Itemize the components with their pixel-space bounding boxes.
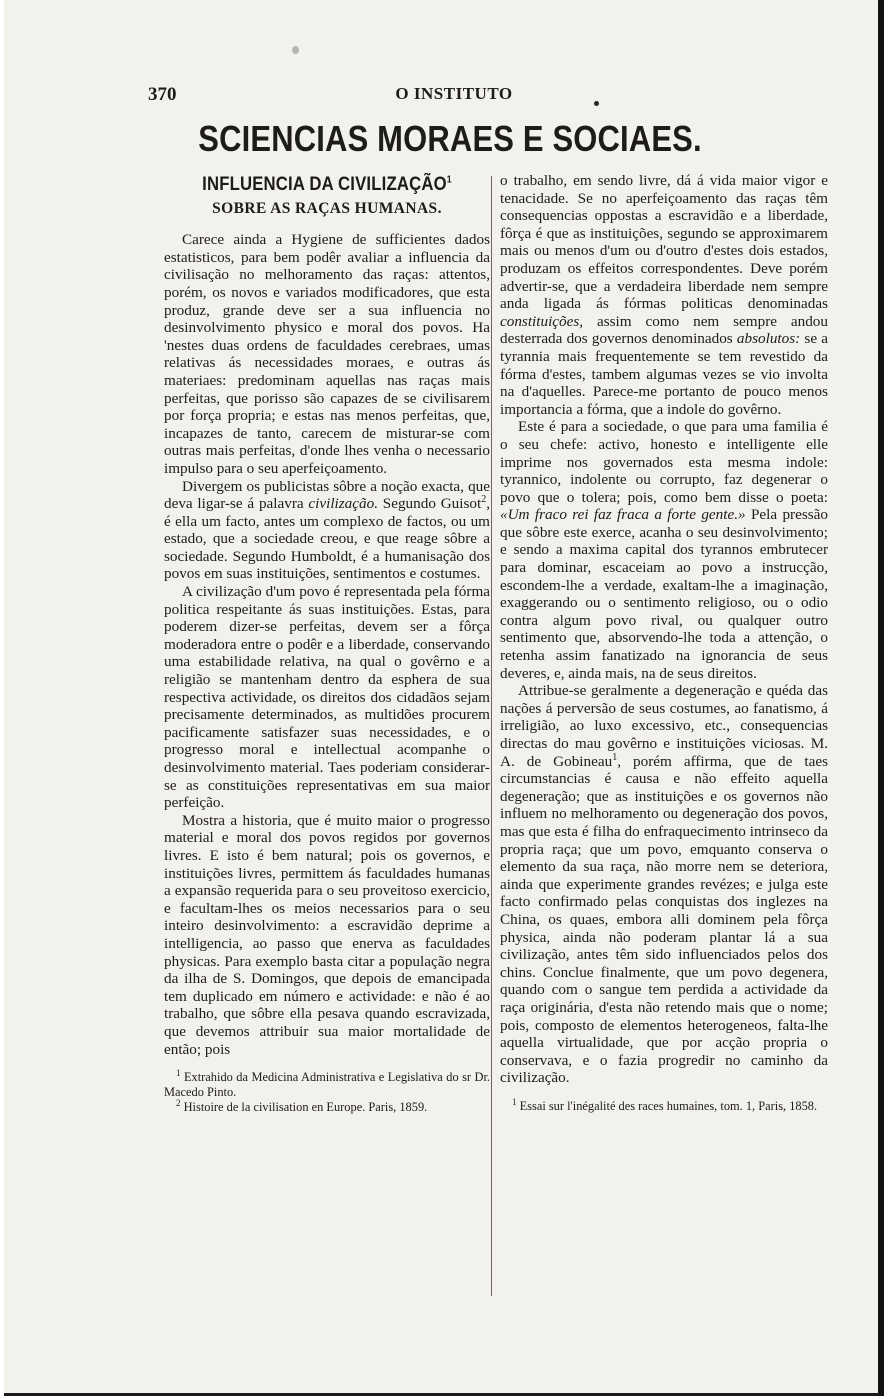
paragraph-text: Este é para a sociedade, o que para uma familia é o seu chefe: activo, honesto e intelligente elle imprime nos governados esta mesma indole: tyrannico, indolente ou corrupto, faz degenerar o povo que o tolera; pois, como bem disse o poeta: bbox=[500, 418, 828, 506]
article-subtitle: SOBRE AS RAÇAS HUMANAS. bbox=[212, 199, 442, 217]
emphasis-text: absolutos: bbox=[736, 330, 801, 348]
paragraph-text: o trabalho, em sendo livre, dá á vida maior vigor e tenacidade. Se no aperfeiçoamento das raças têm consequencias oppostas a escravidão e a liberdade, fôrça é que as instituições, segundo se approximarem mais ou menos d'um ou d'outro d'estes dois estados, produzam os effeitos correspondentes. Deve porém advertir-se, que a verdadeira liberdade nem sempre anda ligada ás fórmas politicas denominadas bbox=[500, 172, 828, 313]
running-head: O INSTITUTO bbox=[395, 84, 513, 103]
paragraph bbox=[500, 172, 828, 418]
emphasis-text: constituições, bbox=[500, 312, 584, 330]
paragraph bbox=[500, 682, 828, 1087]
paragraph-text: Divergem os publicistas sôbre a noção exacta, que deva ligar-se á palavra bbox=[164, 477, 490, 513]
emphasis-text: civilização. bbox=[308, 495, 378, 513]
paragraph: Carece ainda a Hygiene de sufficientes dados estatisticos, para bem podêr avaliar a influencia da civilisação no melhoramento das raças: attentos, porém, os novos e variados modificadores, que esta produz, grande deve ser a sua influencia no desinvolvimento physico e moral dos povos. Ha 'nestes duas ordens de faculdades cerebraes, umas relativas ás necessidades moraes, e outras ás materiaes: predominam aquellas nas raças mais perfeitas, que porisso são capazes de se civilisarem por força propria; e estas nas menos perfeitas, que, incapazes de tanto, carecem de misturar-se com outras mais perfeitas, d'onde lhes venha o necessario impulso para o seu aperfeiçoamento. bbox=[164, 231, 490, 477]
paragraph: Mostra a historia, que é muito maior o progresso material e moral dos povos regidos por governos livres. E isto é bem natural; pois os governos, e instituições livres, permittem ás faculdades humanas a expansão requerida para o seu proveitoso exercicio, e facultam-lhes os meios necessarios para o seu inteiro desinvolvimento: a escravidão deprime a intelligencia, ao passo que enerva as faculdades physicas. Para exemplo basta citar a população negra da ilha de S. Domingos, que depois de emancipada tem duplicado em número e actividade: e não é ao trabalho, que sôbre ella pesava quando escravizada, que devemos attribuir sua maior mortalidade de então; pois bbox=[164, 811, 490, 1058]
footnote-ref: 2 bbox=[481, 494, 487, 506]
footnote bbox=[164, 1067, 490, 1100]
right-column bbox=[500, 172, 828, 1114]
footnote-text: Extrahido da Medicina Administrativa e Legislativa do sr Dr. Macedo Pinto. bbox=[164, 1070, 490, 1099]
paragraph bbox=[500, 418, 828, 682]
footnote-number: 2 bbox=[176, 1097, 181, 1108]
footnote-text: Essai sur l'inégalité des races humaines, tom. 1, Paris, 1858. bbox=[519, 1098, 818, 1113]
footnotes bbox=[164, 1067, 490, 1114]
footnote-number: 1 bbox=[176, 1067, 181, 1078]
paragraph-text: Attribue-se geralmente a degeneração e quéda das nações á perversão de seus costumes, ao fanatismo, á irreligião, ao luxo excessivo, etc., consequencias directas do mau govêrno e instituições viciosas. M. A. de Gobineau bbox=[500, 682, 828, 770]
paragraph-text: , é ella um facto, antes um complexo de factos, ou um estado, que a sociedade creou, e que reage sôbre a sociedade. Segundo Humboldt, é a humanisação dos povos em suas instituições, sentimentos e costumes. bbox=[164, 495, 490, 583]
footnote-text: Histoire de la civilisation en Europe. Paris, 1859. bbox=[183, 1099, 428, 1114]
section-title: SCIENCIAS MORAES E SOCIAES. bbox=[198, 118, 702, 159]
paragraph bbox=[164, 478, 490, 584]
paragraph-text: se a tyrannia mais frequentemente se tem revestido da fórma d'estes, tambem algumas vezes se vio involta na d'aquelles. Parece-me portanto de pouco menos importancia a fórma, que a indole do govêrno. bbox=[500, 330, 828, 418]
footnote bbox=[164, 1097, 490, 1115]
footnote-number: 1 bbox=[512, 1096, 517, 1107]
paragraph-text: Segundo Guisot bbox=[382, 495, 482, 513]
footnote bbox=[500, 1096, 828, 1114]
ink-speck bbox=[594, 101, 599, 106]
article-title-text: INFLUENCIA DA CIVILIZAÇÃO bbox=[202, 174, 447, 195]
article-title-footnote-ref: 1 bbox=[446, 174, 452, 186]
left-column bbox=[164, 172, 490, 1114]
footnotes bbox=[500, 1096, 828, 1114]
emphasis-text: «Um fraco rei faz fraca a forte gente.» bbox=[500, 506, 746, 524]
paragraph: A civilização d'um povo é representada pela fórma politica respeitante ás suas instituições. Estas, para poderem dizer-se perfeitas, devem ser a fôrça moderadora entre o podêr e a liberdade, conservando uma estabilidade relativa, na qual o govêrno e a religião se mantenham dentro da esphera de sua respectiva actividade, os direitos dos cidadãos sejam precisamente determinados, as multidões procurem pacificamente satisfazer suas necessidades, e o progresso moral e intellectual acompanhe o desinvolvimento material. Taes poderiam considerar-se as constituições representativas em sua maior perfeição. bbox=[164, 583, 490, 812]
column-divider bbox=[491, 176, 492, 1296]
page-number: 370 bbox=[148, 84, 177, 105]
paragraph-text: Pela pressão que sôbre este exerce, acanha o seu desinvolvimento; e sendo a maxima capital dos tyrannos embrutecer para dominar, escaceiam ao povo a instrucção, escondem-lhe a verdade, exaltam-lhe a imaginação, exaggerando ou o sentimento religioso, ou o odio contra algum povo rival, ou qualquer outro sentimento que, absorvendo-lhe toda a attenção, o retenha assim fanatizado na ignorancia de seus deveres, e, ainda mais, na de seus direitos. bbox=[500, 506, 828, 682]
article-title bbox=[184, 176, 471, 194]
paragraph-text: assim como nem sempre andou desterrada dos governos denominados bbox=[500, 312, 828, 348]
ink-speck bbox=[292, 46, 299, 54]
paragraph-text: , porém affirma, que de taes circumstancias é causa e não effeito aquella degeneração; que as instituições e os governos não influem no melhoramento ou degeneração dos povos, mas que esta é filha do enfraquecimento intrinseco da propria raça; que um povo, emquanto conserva o elemento da sua raça, não morre nem se deteriora, ainda que experimente grandes revézes; e julga este facto confirmado pelas conquistas dos inglezes na China, os quaes, embora alli dominem pela fôrça physica, ainda não poderam plantar lá a sua civilização, antes têm sido influenciados pelos dos chins. Conclue finalmente, que um povo degenera, quando com o sangue tem perdida a actividade da raça originária, d'esta não retendo mais que o nome; pois, composto de elementos heterogeneos, falta-lhe aquella virtualidade, que por acção propria o conservava, e o fazia progredir no caminho da civilização. bbox=[500, 752, 828, 1087]
book-page bbox=[4, 0, 884, 1396]
footnote-ref: 1 bbox=[612, 751, 618, 763]
